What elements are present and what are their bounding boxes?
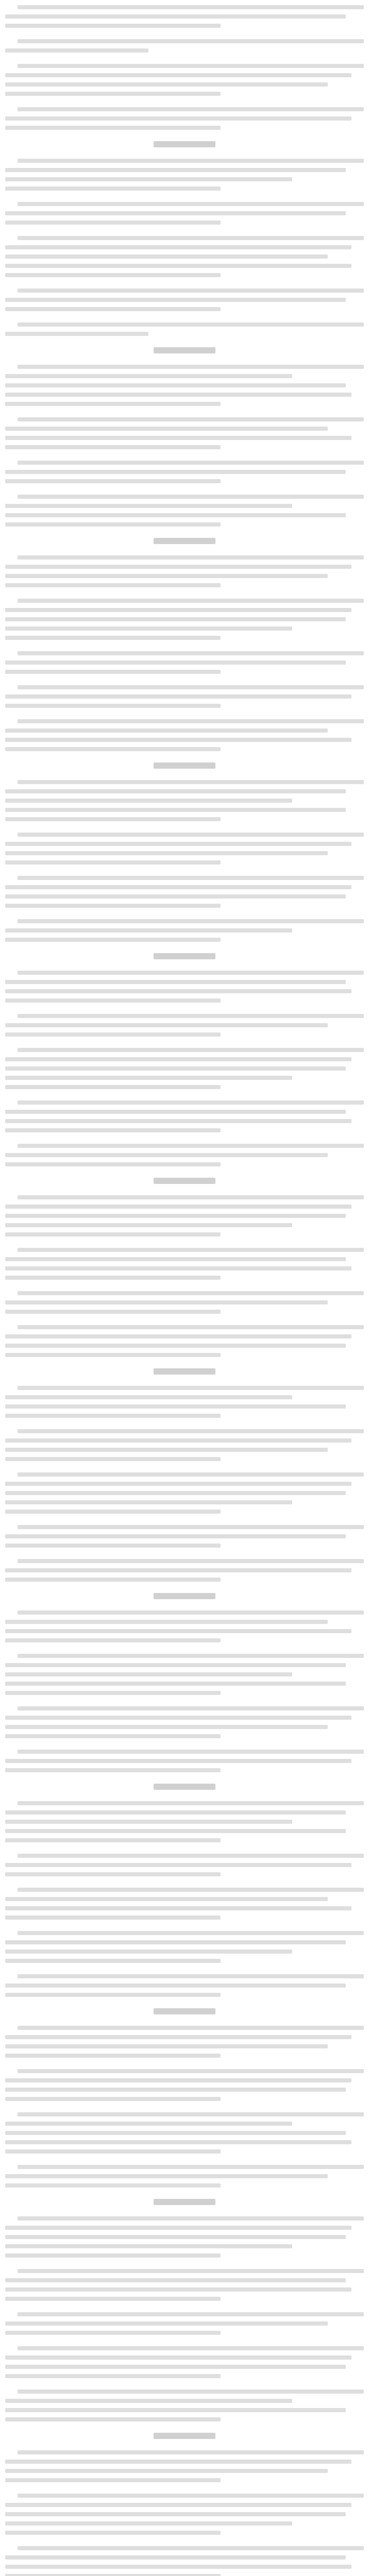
- text-line: [5, 393, 351, 397]
- text-line: [5, 427, 328, 431]
- text-line: [18, 2112, 364, 2116]
- section-heading: [154, 2008, 215, 2014]
- text-line: [5, 2088, 346, 2092]
- text-line: [18, 202, 364, 206]
- text-line: [5, 2035, 351, 2039]
- paragraph: [5, 2494, 364, 2535]
- text-line: [18, 323, 364, 327]
- text-line: [5, 2365, 346, 2369]
- section-heading: [154, 1178, 215, 1184]
- text-line: [5, 1214, 346, 1218]
- text-line: [18, 236, 364, 240]
- text-line: [5, 1897, 328, 1901]
- text-line: [5, 1257, 346, 1261]
- text-line: [5, 1128, 221, 1132]
- paragraph: [5, 1750, 364, 1772]
- text-line: [5, 728, 328, 733]
- text-line: [5, 894, 346, 899]
- text-line: [18, 2216, 364, 2221]
- text-line: [5, 1734, 221, 1738]
- text-line: [5, 470, 346, 474]
- paragraph: [5, 1248, 364, 1280]
- text-line: [5, 374, 292, 378]
- text-line: [5, 808, 346, 812]
- text-line: [18, 971, 364, 975]
- text-line: [18, 1559, 364, 1563]
- paragraph: [5, 1974, 364, 1997]
- text-line: [18, 1931, 364, 1935]
- text-line: [18, 495, 364, 499]
- text-line: [5, 48, 148, 53]
- paragraph: [5, 651, 364, 674]
- text-line: [18, 1706, 364, 1710]
- text-line: [5, 307, 221, 311]
- text-line: [5, 1457, 221, 1461]
- text-line: [18, 5, 364, 9]
- text-line: [5, 1663, 346, 1667]
- text-line: [5, 1066, 346, 1071]
- paragraph: [5, 64, 364, 96]
- text-line: [5, 2226, 351, 2230]
- text-line: [5, 1959, 221, 1963]
- text-line: [18, 833, 364, 837]
- text-line: [18, 1248, 364, 1252]
- text-line: [5, 1993, 221, 1997]
- paragraph: [5, 919, 364, 942]
- text-line: [5, 626, 292, 631]
- text-line: [5, 1223, 292, 1227]
- text-line: [5, 1162, 221, 1166]
- paragraph: [5, 719, 364, 751]
- text-line: [5, 1448, 328, 1452]
- text-line: [5, 402, 221, 406]
- text-line: [18, 2346, 364, 2350]
- text-line: [5, 1940, 346, 1944]
- text-line: [5, 1482, 351, 1486]
- text-line: [18, 1144, 364, 1148]
- paragraph: [5, 1559, 364, 1582]
- paragraph: [5, 2112, 364, 2154]
- paragraph: [5, 1429, 364, 1461]
- paragraph: [5, 1706, 364, 1738]
- text-line: [18, 2389, 364, 2394]
- text-line: [5, 383, 346, 387]
- text-line: [18, 876, 364, 880]
- text-line: [18, 1654, 364, 1658]
- text-line: [5, 445, 221, 449]
- text-line: [18, 1974, 364, 1978]
- text-line: [5, 2235, 346, 2239]
- paragraph: [5, 1325, 364, 1357]
- text-line: [5, 2287, 351, 2292]
- text-line: [5, 885, 351, 889]
- text-line: [18, 417, 364, 421]
- text-line: [5, 851, 328, 855]
- text-line: [5, 1353, 221, 1357]
- paragraph: [5, 1048, 364, 1089]
- text-line: [18, 1048, 364, 1052]
- text-line: [5, 1395, 292, 1399]
- paragraph: [5, 833, 364, 865]
- paragraph: [5, 1144, 364, 1166]
- paragraph: [5, 876, 364, 908]
- paragraph: [5, 365, 364, 406]
- document-body: [5, 5, 364, 2576]
- text-line: [5, 2469, 328, 2473]
- text-line: [5, 2131, 346, 2135]
- text-line: [5, 694, 351, 699]
- text-line: [18, 2546, 364, 2550]
- paragraph: [5, 495, 364, 527]
- paragraph: [5, 2450, 364, 2482]
- section-heading: [154, 2199, 215, 2205]
- text-line: [5, 1510, 221, 1514]
- paragraph: [5, 1100, 364, 1132]
- text-line: [5, 1906, 351, 1910]
- text-line: [5, 177, 292, 181]
- text-line: [18, 1014, 364, 1018]
- text-line: [5, 332, 148, 336]
- text-line: [5, 82, 328, 87]
- text-line: [5, 14, 346, 19]
- text-line: [5, 1716, 351, 1720]
- text-line: [18, 2312, 364, 2316]
- text-line: [5, 636, 221, 640]
- text-line: [18, 1325, 364, 1329]
- text-line: [5, 273, 221, 277]
- paragraph: [5, 289, 364, 311]
- text-line: [5, 504, 292, 508]
- text-line: [5, 1672, 292, 1676]
- text-line: [5, 1076, 292, 1080]
- text-line: [5, 2078, 351, 2082]
- paragraph: [5, 780, 364, 821]
- text-line: [5, 2574, 221, 2576]
- text-line: [5, 522, 221, 527]
- text-line: [5, 24, 221, 28]
- section-heading: [154, 347, 215, 353]
- paragraph: [5, 2346, 364, 2378]
- paragraph: [5, 971, 364, 1003]
- text-line: [5, 617, 346, 621]
- text-line: [5, 1691, 221, 1695]
- text-line: [18, 159, 364, 163]
- paragraph: [5, 2269, 364, 2301]
- text-line: [5, 1863, 351, 1867]
- text-line: [18, 1386, 364, 1390]
- text-line: [5, 1568, 351, 1572]
- text-line: [18, 64, 364, 68]
- text-line: [5, 1438, 351, 1443]
- text-line: [5, 1759, 351, 1763]
- text-line: [18, 1472, 364, 1477]
- text-line: [18, 780, 364, 784]
- section-heading: [154, 141, 215, 147]
- text-line: [5, 245, 351, 249]
- text-line: [5, 2531, 221, 2535]
- text-line: [18, 2165, 364, 2169]
- text-line: [18, 289, 364, 293]
- text-line: [5, 211, 346, 215]
- text-line: [18, 2269, 364, 2273]
- text-line: [5, 860, 221, 865]
- text-line: [5, 1153, 328, 1157]
- text-line: [5, 789, 346, 793]
- paragraph: [5, 202, 364, 225]
- text-line: [5, 1838, 221, 1842]
- text-line: [5, 92, 221, 96]
- paragraph: [5, 236, 364, 277]
- text-line: [5, 1266, 351, 1270]
- text-line: [5, 2512, 346, 2516]
- text-line: [5, 817, 221, 821]
- text-line: [18, 2450, 364, 2454]
- text-line: [18, 1525, 364, 1529]
- text-line: [5, 2408, 346, 2412]
- text-line: [5, 1032, 221, 1037]
- text-line: [5, 747, 221, 751]
- paragraph: [5, 1888, 364, 1920]
- text-line: [5, 1023, 328, 1027]
- text-line: [5, 1119, 351, 1123]
- section-heading: [154, 2433, 215, 2439]
- text-line: [5, 73, 351, 77]
- paragraph: [5, 1472, 364, 1514]
- text-line: [18, 461, 364, 465]
- text-line: [5, 2054, 221, 2058]
- text-line: [5, 1950, 292, 1954]
- text-line: [5, 1578, 221, 1582]
- paragraph: [5, 1931, 364, 1963]
- text-line: [18, 599, 364, 603]
- paragraph: [5, 1801, 364, 1842]
- text-line: [5, 436, 351, 440]
- text-line: [5, 1638, 221, 1642]
- text-line: [5, 126, 221, 130]
- text-line: [5, 2321, 328, 2326]
- text-line: [5, 2244, 292, 2248]
- text-line: [5, 1810, 346, 1815]
- text-line: [5, 2355, 351, 2360]
- paragraph: [5, 1654, 364, 1695]
- text-line: [5, 1344, 346, 1348]
- text-line: [5, 2044, 328, 2048]
- text-line: [5, 989, 351, 993]
- text-line: [18, 1429, 364, 1433]
- text-line: [18, 685, 364, 689]
- text-line: [5, 1768, 221, 1772]
- text-line: [18, 1195, 364, 1199]
- text-line: [18, 1750, 364, 1754]
- text-line: [5, 298, 346, 302]
- text-line: [5, 938, 221, 942]
- paragraph: [5, 599, 364, 640]
- text-line: [5, 1232, 221, 1236]
- text-line: [18, 1291, 364, 1295]
- text-line: [5, 574, 328, 578]
- text-line: [5, 2297, 221, 2301]
- paragraph: [5, 2069, 364, 2101]
- section-heading: [154, 1784, 215, 1790]
- text-line: [5, 2417, 221, 2421]
- text-line: [5, 1916, 221, 1920]
- paragraph: [5, 1014, 364, 1037]
- text-line: [5, 2174, 328, 2178]
- text-line: [18, 719, 364, 723]
- paragraph: [5, 461, 364, 483]
- text-line: [5, 928, 292, 933]
- text-line: [5, 660, 346, 665]
- text-line: [18, 1100, 364, 1105]
- paragraph: [5, 2165, 364, 2188]
- paragraph: [5, 555, 364, 587]
- text-line: [5, 2374, 221, 2378]
- text-line: [5, 116, 351, 121]
- paragraph: [5, 417, 364, 449]
- text-line: [18, 1801, 364, 1805]
- text-line: [5, 1057, 351, 1061]
- text-line: [5, 2460, 351, 2464]
- text-line: [5, 1620, 328, 1624]
- paragraph: [5, 685, 364, 708]
- text-line: [5, 187, 221, 191]
- text-line: [5, 1725, 328, 1729]
- text-line: [5, 842, 351, 846]
- text-line: [5, 479, 221, 483]
- text-line: [5, 2565, 351, 2569]
- text-line: [5, 2478, 221, 2482]
- text-line: [5, 2555, 346, 2560]
- text-line: [5, 2140, 351, 2144]
- paragraph: [5, 159, 364, 191]
- text-line: [5, 998, 221, 1003]
- text-line: [5, 1534, 346, 1538]
- text-line: [5, 1414, 221, 1418]
- text-line: [18, 2026, 364, 2030]
- paragraph: [5, 5, 364, 28]
- text-line: [5, 608, 351, 612]
- text-line: [5, 2331, 221, 2335]
- section-heading: [154, 538, 215, 544]
- text-line: [18, 1888, 364, 1892]
- paragraph: [5, 39, 364, 53]
- text-line: [5, 2278, 346, 2282]
- text-line: [18, 651, 364, 655]
- text-line: [5, 2521, 292, 2526]
- text-line: [5, 513, 346, 517]
- text-line: [5, 1300, 328, 1304]
- paragraph: [5, 323, 364, 336]
- text-line: [5, 2399, 292, 2403]
- text-line: [5, 904, 221, 908]
- text-line: [18, 555, 364, 560]
- paragraph: [5, 2312, 364, 2335]
- text-line: [18, 39, 364, 43]
- text-line: [5, 2183, 221, 2188]
- text-line: [18, 2069, 364, 2073]
- text-line: [5, 1984, 346, 1988]
- text-line: [5, 221, 221, 225]
- paragraph: [5, 2546, 364, 2576]
- text-line: [5, 255, 328, 259]
- text-line: [5, 2253, 221, 2258]
- text-line: [5, 704, 221, 708]
- text-line: [5, 670, 221, 674]
- text-line: [5, 1872, 221, 1876]
- text-line: [5, 1310, 221, 1314]
- text-line: [5, 1404, 346, 1409]
- text-line: [5, 1334, 351, 1338]
- text-line: [18, 2494, 364, 2498]
- text-line: [5, 565, 351, 569]
- text-line: [5, 1682, 346, 1686]
- paragraph: [5, 1386, 364, 1418]
- section-heading: [154, 953, 215, 959]
- text-line: [5, 1205, 351, 1209]
- text-line: [5, 1085, 221, 1089]
- paragraph: [5, 1291, 364, 1314]
- text-line: [5, 1820, 292, 1824]
- text-line: [18, 1611, 364, 1615]
- paragraph: [5, 1611, 364, 1642]
- section-heading: [154, 762, 215, 769]
- text-line: [5, 2149, 221, 2154]
- text-line: [5, 799, 292, 803]
- paragraph: [5, 1195, 364, 1236]
- paragraph: [5, 2389, 364, 2421]
- text-line: [5, 1829, 346, 1833]
- paragraph: [5, 107, 364, 130]
- text-line: [5, 168, 346, 172]
- paragraph: [5, 1854, 364, 1876]
- text-line: [5, 1110, 346, 1114]
- paragraph: [5, 1525, 364, 1548]
- text-line: [5, 1491, 346, 1495]
- text-line: [5, 2122, 292, 2126]
- text-line: [18, 365, 364, 369]
- text-line: [5, 583, 221, 587]
- text-line: [5, 980, 346, 984]
- paragraph: [5, 2026, 364, 2058]
- text-line: [5, 1500, 292, 1504]
- paragraph: [5, 2216, 364, 2258]
- text-line: [5, 1544, 221, 1548]
- text-line: [5, 2097, 221, 2101]
- text-line: [5, 2503, 351, 2507]
- text-line: [5, 1629, 351, 1633]
- section-heading: [154, 1593, 215, 1599]
- text-line: [18, 919, 364, 923]
- text-line: [18, 107, 364, 111]
- text-line: [18, 1854, 364, 1858]
- section-heading: [154, 1368, 215, 1375]
- text-line: [5, 738, 351, 742]
- text-line: [5, 1276, 221, 1280]
- text-line: [5, 264, 351, 268]
